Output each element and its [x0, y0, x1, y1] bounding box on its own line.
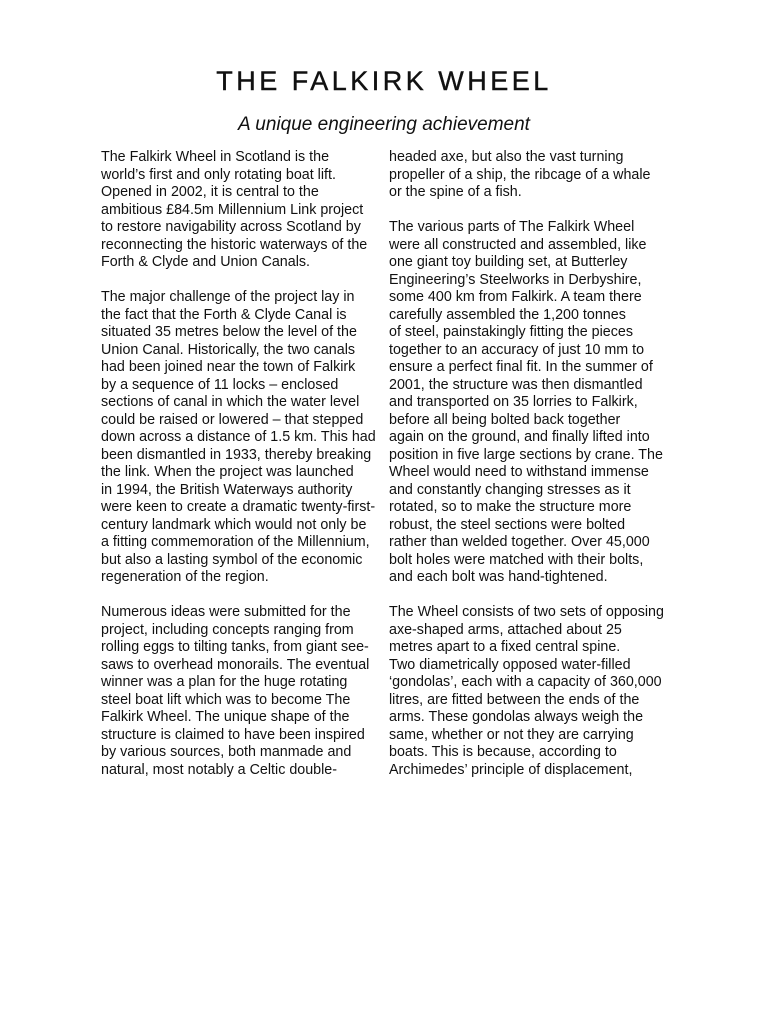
right-column — [389, 149, 679, 797]
paragraph: The various parts of The Falkirk Wheel were all constructed and assembled, like one giant toy building set, at Butterley Engineering’s Steelworks in Derbyshire, some 400 km from Falkirk. A team there carefully assembled the 1,200 tonnes of steel, painstakingly fitting the pieces together to an accuracy of just 10 mm to ensure a perfect final fit. In the summer of 2001, the structure was then dismantled and transported on 35 lorries to Falkirk, before all being bolted back together again on the ground, and finally lifted into position in five large sections by crane. The Wheel would need to withstand immense and constantly changing stresses as it rotated, so to make the structure more robust, the steel sections were bolted rather than welded together. Over 45,000 bolt holes were matched with their bolts, and each bolt was hand-tightened. — [389, 219, 663, 585]
paragraph: The Wheel consists of two sets of opposing axe-shaped arms, attached about 25 metres apart to a fixed central spine. Two diametrically opposed water-filled ‘gondolas’, each with a capacity of 360,000 litres, are fitted between the ends of the arms. These gondolas always weigh the same, whether or not they are carrying boats. This is because, according to Archimedes’ principle of displacement, — [389, 604, 664, 778]
paragraph: headed axe, but also the vast turning propeller of a ship, the ribcage of a whale or the spine of a fish. — [389, 149, 651, 200]
paragraph: The Falkirk Wheel in Scotland is the world’s first and only rotating boat lift. Opened in 2002, it is central to the ambitious £84.5m Millennium Link project to restore navigability across Scotland by reconnecting the historic waterways of the Forth & Clyde and Union Canals. — [101, 149, 368, 270]
paragraph: Numerous ideas were submitted for the project, including concepts ranging from rolling eggs to tilting tanks, from giant see- saws to overhead monorails. The eventual winner was a plan for the huge rotating steel boat lift which was to become The Falkirk Wheel. The unique shape of the structure is claimed to have been inspired by various sources, both manmade and natural, most notably a Celtic double- — [101, 604, 370, 778]
document-subtitle: A unique engineering achievement — [238, 114, 530, 135]
document-title: THE FALKIRK WHEEL — [216, 66, 552, 96]
paragraph: The major challenge of the project lay in the fact that the Forth & Clyde Canal is situated 35 metres below the level of the Union Canal. Historically, the two canals had been joined near the town of Falkirk by a sequence of 11 locks – enclosed sections of canal in which the water level could be raised or lowered – that stepped down across a distance of 1.5 km. This had been dismantled in 1933, thereby breaking the link. When the project was launched in 1994, the British Waterways authority were keen to create a dramatic twenty-first- century landmark which would not only be a fitting commemoration of the Millennium, but also a lasting symbol of the economic regeneration of the region. — [101, 289, 376, 585]
left-column — [101, 149, 387, 797]
